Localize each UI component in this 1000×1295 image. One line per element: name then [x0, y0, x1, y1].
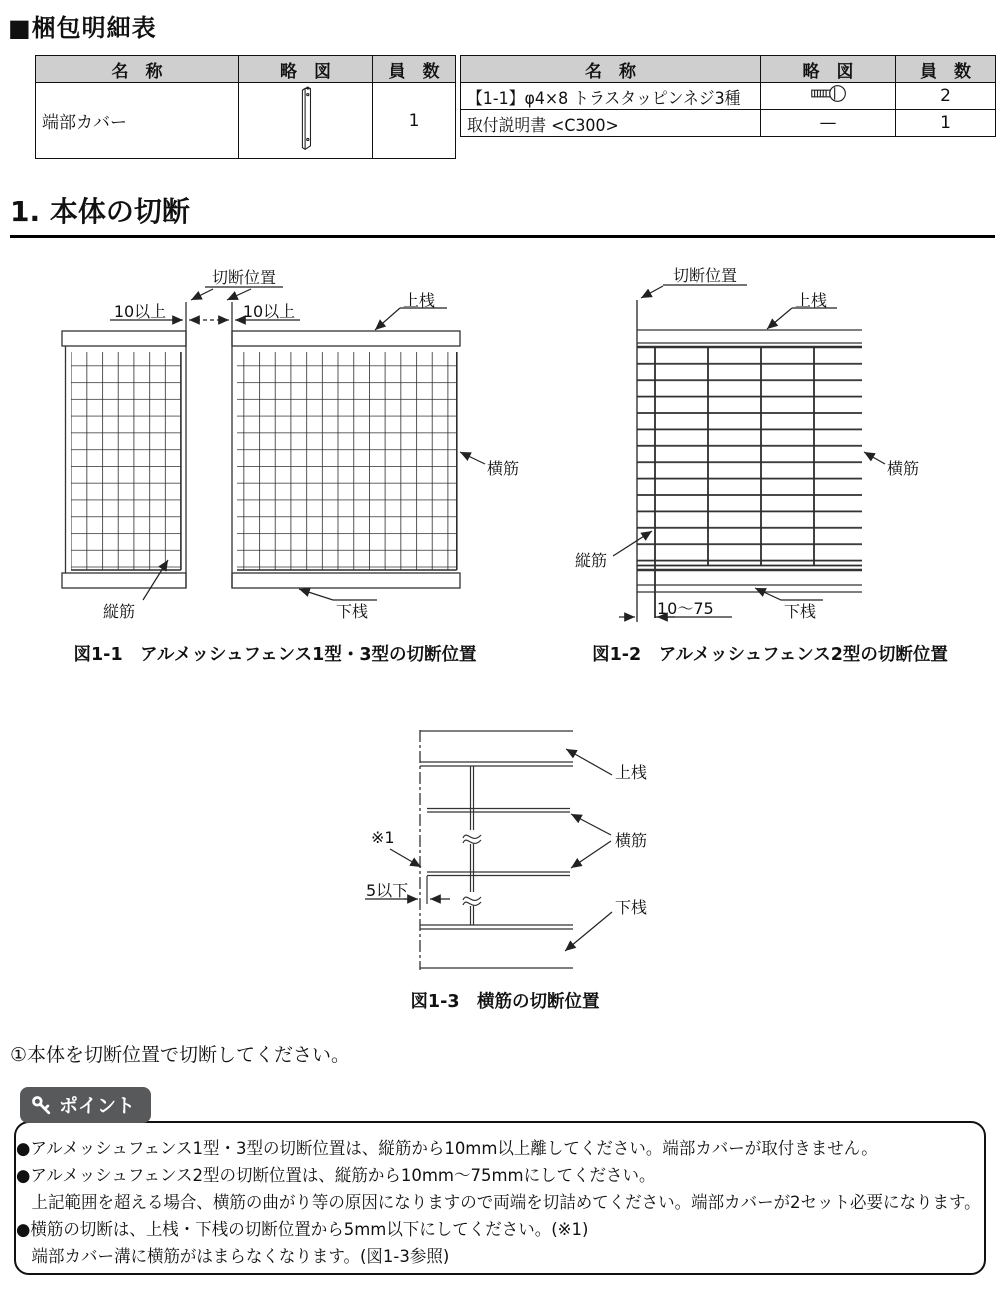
part-sketch-cell: [761, 83, 896, 110]
end-cover-sketch: [293, 83, 319, 153]
cut-position-label: 切断位置: [211, 268, 276, 287]
top-rail-label: 上桟: [403, 291, 436, 310]
point-line: ●アルメッシュフェンス2型の切断位置は、縦筋から10mm〜75mmにしてください。: [16, 1166, 656, 1186]
note-ref-label: ※1: [371, 828, 395, 847]
part-sketch-cell: [239, 83, 373, 159]
horizontal-bar-label: 横筋: [615, 831, 648, 850]
section-title: 1. 本体の切断: [10, 190, 995, 238]
table-header-row: [36, 56, 456, 83]
vertical-bar-label: 縦筋: [103, 602, 136, 621]
bottom-rail-label: 下桟: [784, 602, 817, 621]
packing-table-left: [35, 55, 456, 159]
col-header-name: 名 称: [461, 56, 761, 83]
dimension-label-left: 10以上: [113, 302, 167, 321]
horizontal-bar-label: 横筋: [887, 459, 920, 478]
col-header-sketch: 略 図: [239, 56, 373, 83]
part-name: 【1-1】φ4×8 トラスタッピンネジ3種: [461, 83, 761, 110]
point-tab: [20, 1087, 151, 1123]
cut-position-label: 切断位置: [672, 266, 737, 285]
col-header-name: 名 称: [36, 56, 239, 83]
horizontal-bar-label: 横筋: [487, 459, 520, 478]
part-qty: 1: [373, 83, 456, 159]
dimension-label: 10〜75: [657, 599, 714, 618]
vertical-bar-label: 縦筋: [575, 551, 608, 570]
point-line: ●アルメッシュフェンス1型・3型の切断位置は、縦筋から10mm以上離してください。端部カバーが取付きません。: [16, 1139, 878, 1159]
packing-table-right: [460, 55, 996, 137]
table-header-row: [461, 56, 996, 83]
figure-1-3-caption: 図1-3 横筋の切断位置: [410, 992, 600, 1012]
part-qty: 1: [896, 110, 996, 137]
bottom-rail-label: 下桟: [336, 602, 369, 621]
dimension-label-right: 10以上: [242, 302, 296, 321]
point-tab-label: ポイント: [59, 1095, 136, 1117]
truss-screw-sketch: [806, 83, 850, 104]
figure-1-2: [575, 248, 995, 648]
key-icon: [30, 1094, 52, 1116]
part-name: 端部カバー: [36, 83, 239, 159]
figure-1-1: [55, 248, 535, 648]
table-row: [461, 83, 996, 110]
col-header-sketch: 略 図: [761, 56, 896, 83]
figure-1-2-drawing: [575, 248, 995, 648]
table-row: [461, 110, 996, 137]
point-line: 端部カバー溝に横筋がはまらなくなります。(図1-3参照): [31, 1247, 450, 1267]
bottom-rail-label: 下桟: [615, 898, 648, 917]
col-header-qty: 員 数: [896, 56, 996, 83]
col-header-qty: 員 数: [373, 56, 456, 83]
point-line: ●横筋の切断は、上桟・下桟の切断位置から5mm以下にしてください。(※1): [16, 1220, 589, 1240]
top-rail-label: 上桟: [795, 291, 828, 310]
figure-1-2-caption: 図1-2 アルメッシュフェンス2型の切断位置: [592, 645, 948, 665]
point-line: 上記範囲を超える場合、横筋の曲がり等の原因になりますので両端を切詰めてください。端部カバーが2セット必要になります。: [31, 1193, 981, 1213]
top-rail-label: 上桟: [615, 763, 648, 782]
part-qty: 2: [896, 83, 996, 110]
figure-1-1-caption: 図1-1 アルメッシュフェンス1型・3型の切断位置: [73, 645, 477, 665]
figure-1-3: [360, 718, 660, 983]
step-1-instruction: ①本体を切断位置で切断してください。: [10, 1044, 351, 1066]
table-row: [36, 83, 456, 159]
part-sketch-dash: —: [761, 110, 896, 137]
part-name: 取付説明書 <C300>: [461, 110, 761, 137]
dimension-label: 5以下: [366, 881, 409, 900]
packing-list-title: ■梱包明細表: [8, 14, 157, 42]
point-box-lines: [16, 1136, 981, 1271]
